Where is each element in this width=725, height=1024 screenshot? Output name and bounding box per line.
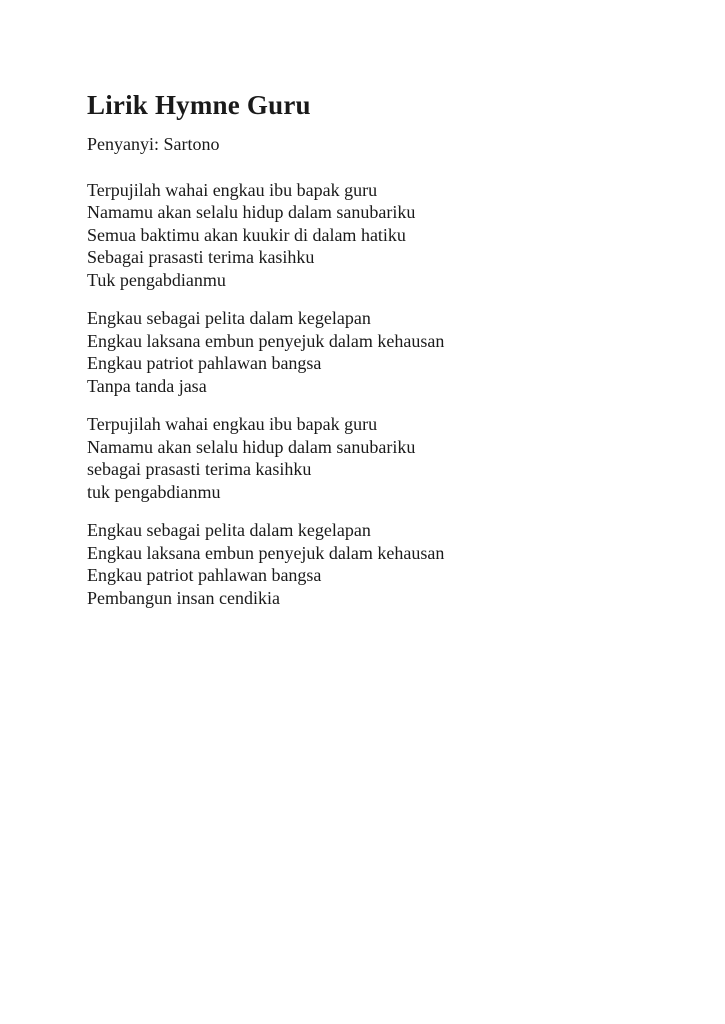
stanza xyxy=(87,519,665,609)
lyric-line: Engkau sebagai pelita dalam kegelapan xyxy=(87,520,371,540)
lyric-line: Engkau patriot pahlawan bangsa xyxy=(87,353,322,373)
lyric-line: Terpujilah wahai engkau ibu bapak guru xyxy=(87,179,378,200)
page-title: Lirik Hymne Guru xyxy=(87,90,311,120)
lyric-line: sebagai prasasti terima kasihku xyxy=(87,459,312,479)
lyric-line: Sebagai prasasti terima kasihku xyxy=(87,247,315,267)
lyric-line: Semua baktimu akan kuukir di dalam hatiku xyxy=(87,224,406,245)
singer-line: Penyanyi: Sartono xyxy=(87,134,220,154)
lyric-line: Engkau laksana embun penyejuk dalam kehausan xyxy=(87,330,445,351)
stanza xyxy=(87,179,665,292)
stanza xyxy=(87,413,665,503)
lyric-line: Engkau laksana embun penyejuk dalam kehausan xyxy=(87,542,445,563)
lyric-line: Tuk pengabdianmu xyxy=(87,269,226,290)
lyric-line: Namamu akan selalu hidup dalam sanubariku xyxy=(87,436,416,457)
lyrics-section xyxy=(87,179,665,610)
lyric-line: Tanpa tanda jasa xyxy=(87,375,207,396)
lyric-line: Terpujilah wahai engkau ibu bapak guru xyxy=(87,414,378,434)
lyric-line: Engkau patriot pahlawan bangsa xyxy=(87,565,322,585)
lyric-line: Engkau sebagai pelita dalam kegelapan xyxy=(87,308,371,328)
lyric-line: Pembangun insan cendikia xyxy=(87,587,280,608)
stanza xyxy=(87,307,665,397)
lyric-line: Namamu akan selalu hidup dalam sanubariku xyxy=(87,202,416,222)
lyric-line: tuk pengabdianmu xyxy=(87,481,221,502)
